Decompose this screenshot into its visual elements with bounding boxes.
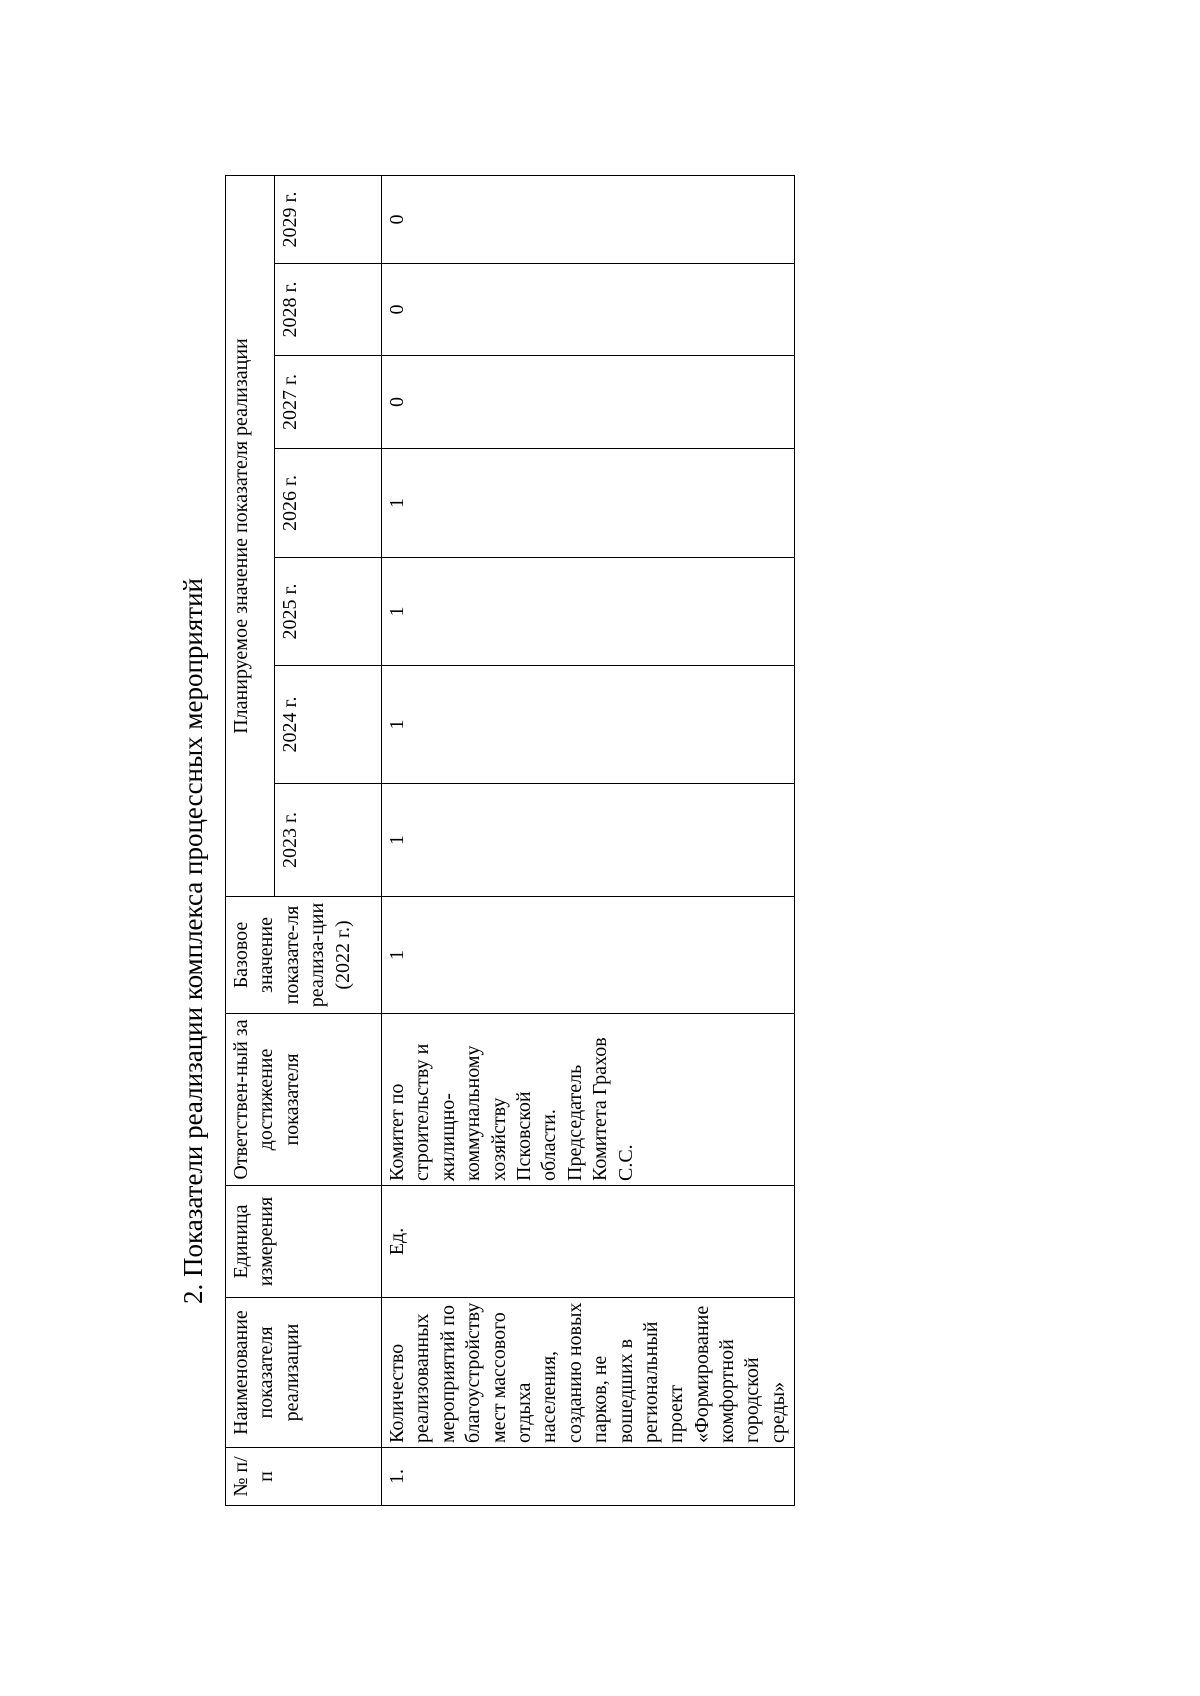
header-year: 2027 г. [275, 356, 382, 449]
header-planned-values: Планируемое значение показателя реализации [226, 176, 275, 897]
cell-unit: Ед. [382, 1186, 795, 1298]
cell-num: 1. [382, 1448, 795, 1506]
header-num: № п/п [226, 1448, 382, 1506]
header-base-value: Базовое значение показате-ля реализа-ции (2022 г.) [226, 897, 382, 1014]
header-year: 2029 г. [275, 176, 382, 264]
cell-year-value: 1 [382, 449, 795, 558]
header-responsible: Ответствен-ный за достижение показателя [226, 1014, 382, 1186]
cell-responsible: Комитет по строительству и жилищно-коммунальному хозяйству Псковской области. Председатель Комитета Грахов С.С. [382, 1014, 795, 1186]
cell-year-value: 1 [382, 784, 795, 897]
cell-year-value: 0 [382, 176, 795, 264]
cell-year-value: 0 [382, 264, 795, 356]
header-year: 2023 г. [275, 784, 382, 897]
cell-year-value: 1 [382, 558, 795, 666]
cell-year-value: 1 [382, 666, 795, 784]
header-year: 2026 г. [275, 449, 382, 558]
header-row-1 [226, 176, 275, 1506]
cell-indicator-name: Количество реализованных мероприятий по благоустройству мест массового отдыха населения, созданию новых парков, не вошедших в региональный проект «Формирование комфортной городской среды» [382, 1298, 795, 1448]
cell-base-value: 1 [382, 897, 795, 1014]
header-unit: Единица измерения [226, 1186, 382, 1298]
indicators-table [225, 175, 795, 1506]
cell-year-value: 0 [382, 356, 795, 449]
table-row [382, 176, 795, 1506]
header-year: 2028 г. [275, 264, 382, 356]
header-year: 2025 г. [275, 558, 382, 666]
header-indicator-name: Наименование показателя реализации [226, 1298, 382, 1448]
section-title: 2. Показатели реализации комплекса процессных мероприятий [178, 578, 208, 1304]
header-year: 2024 г. [275, 666, 382, 784]
